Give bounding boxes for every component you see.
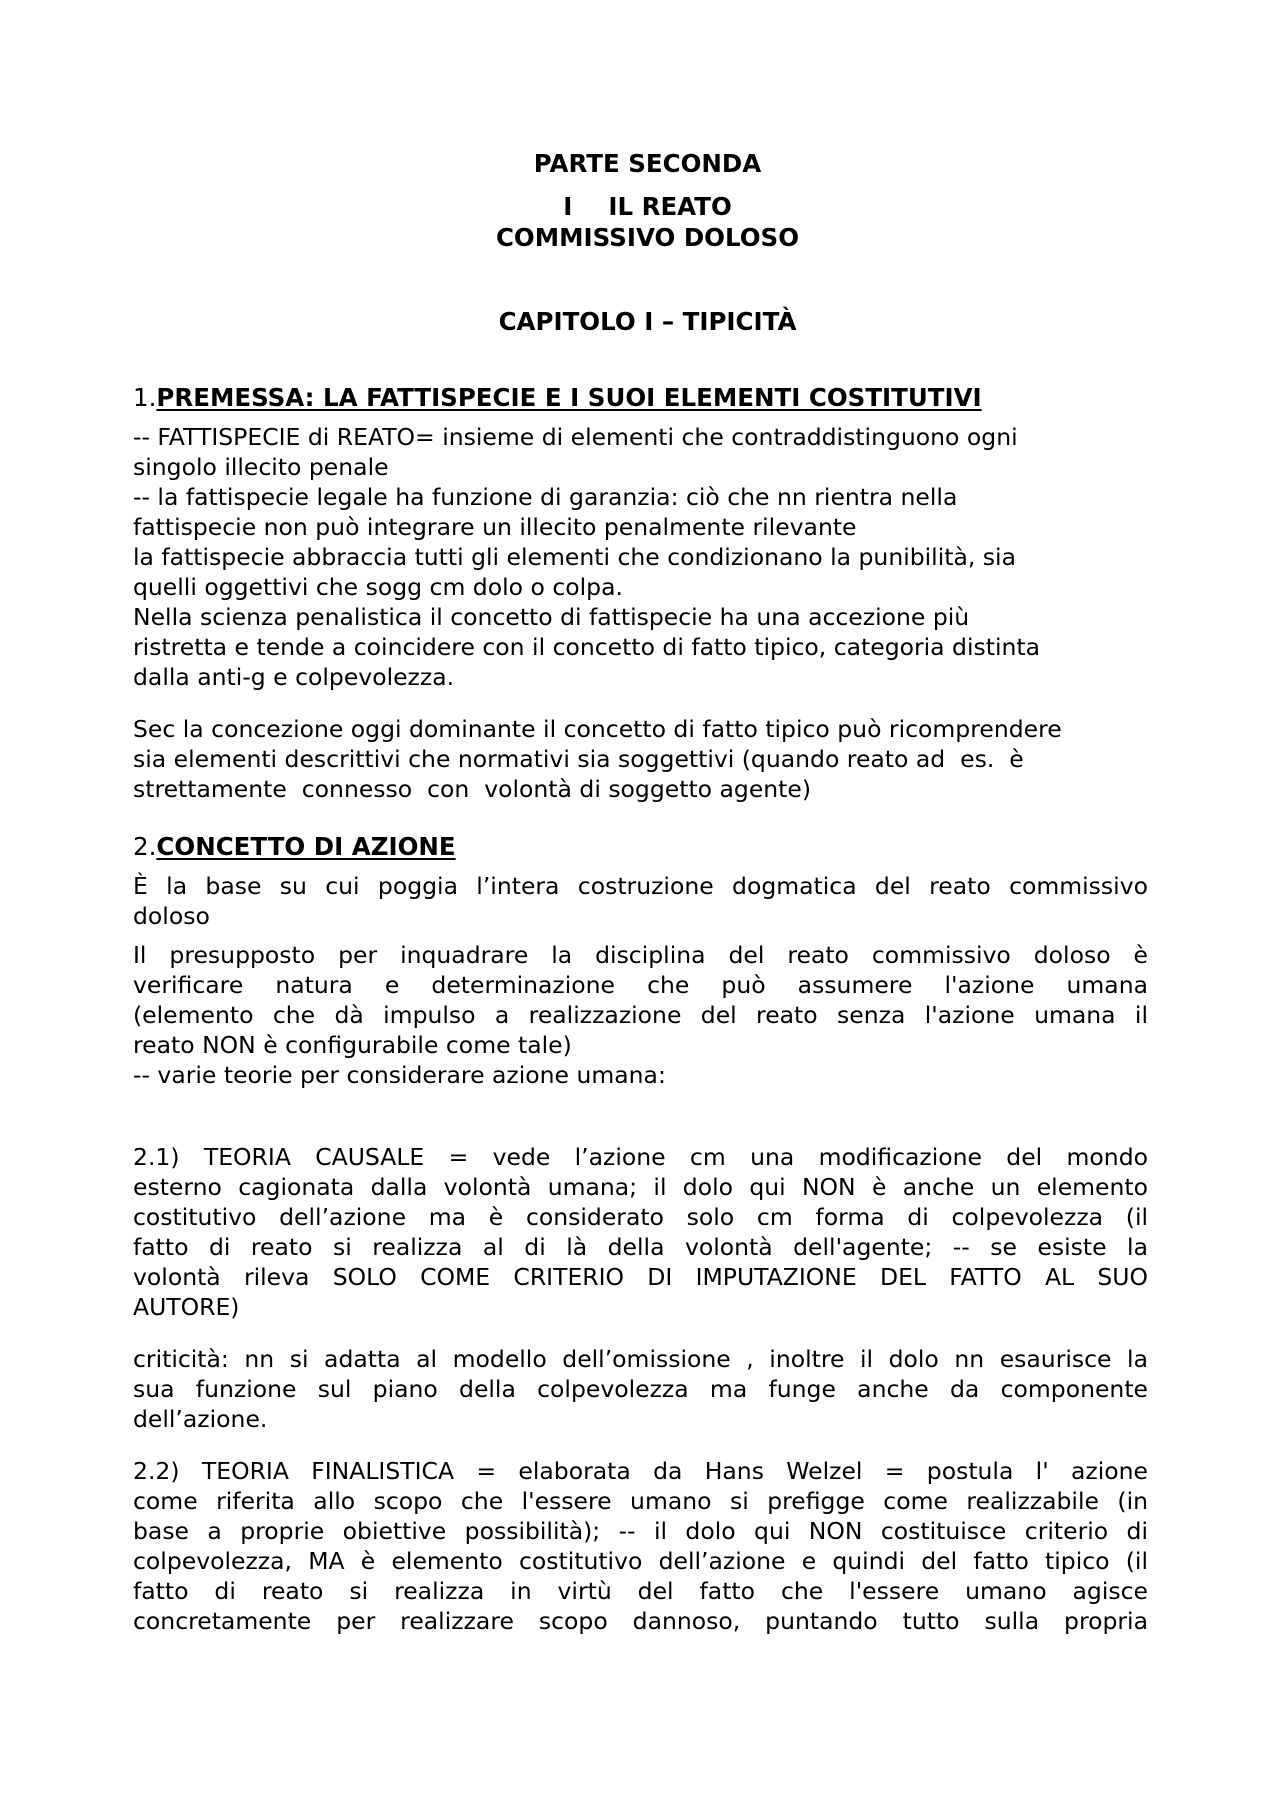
text-line: Nella scienza penalistica il concetto di fattispecie ha una accezione più [133, 603, 970, 631]
text-line: reato NON è configurabile come tale) [133, 1031, 572, 1059]
text-line: strettamente connesso con volontà di soggetto agente) [133, 775, 812, 803]
section-2-heading [133, 831, 1148, 862]
text-line: Sec la concezione oggi dominante il concetto di fatto tipico può ricomprendere [133, 715, 1062, 743]
theory-finalistica-paragraph [133, 1456, 1148, 1636]
text-line: -- varie teorie per considerare azione umana: [133, 1061, 666, 1089]
text-line: sua funzione sul piano della colpevolezza ma funge anche da componente [133, 1375, 1148, 1403]
text-line: fatto di reato si realizza in virtù del fatto che l'essere umano agisce [133, 1577, 1148, 1605]
section-1-title: PREMESSA: LA FATTISPECIE E I SUOI ELEMENTI COSTITUTIVI [156, 383, 982, 412]
section-2-paragraph-1 [133, 871, 1148, 931]
text-line: esterno cagionata dalla volontà umana; il dolo qui NON è anche un elemento [133, 1173, 1148, 1201]
text-line: dell’azione. [133, 1405, 268, 1433]
text-line: come riferita allo scopo che l'essere umano si prefigge come realizzabile (in [133, 1487, 1148, 1515]
text-line: AUTORE) [133, 1293, 240, 1321]
text-line: ristretta e tende a coincidere con il concetto di fatto tipico, categoria distinta [133, 633, 1040, 661]
reato-title-line [147, 191, 1148, 222]
text-line: dalla anti-g e colpevolezza. [133, 663, 455, 691]
text-line: verificare natura e determinazione che può assumere l'azione umana [133, 971, 1148, 999]
section-2-paragraph-2 [133, 940, 1148, 1090]
theory-causale-paragraph [133, 1142, 1148, 1322]
text-line: 2.1) TEORIA CAUSALE = vede l’azione cm una modificazione del mondo [133, 1143, 1148, 1171]
text-line: sia elementi descrittivi che normativi sia soggettivi (quando reato ad es. è [133, 745, 1024, 773]
section-2-number: 2. [133, 832, 157, 861]
section-1-paragraph-2 [133, 714, 1148, 804]
text-line: volontà rileva SOLO COME CRITERIO DI IMPUTAZIONE DEL FATTO AL SUO [133, 1263, 1148, 1291]
criticism-paragraph [133, 1344, 1148, 1434]
text-line: fattispecie non può integrare un illecito penalmente rilevante [133, 513, 857, 541]
title-block [133, 148, 1148, 337]
reato-title: IL REATO [608, 192, 732, 221]
text-line: costitutivo dell’azione ma è considerato solo cm forma di colpevolezza (il [133, 1203, 1148, 1231]
text-line: (elemento che dà impulso a realizzazione del reato senza l'azione umana il [133, 1001, 1148, 1029]
text-line: 2.2) TEORIA FINALISTICA = elaborata da Hans Welzel = postula l' azione [133, 1457, 1148, 1485]
section-2-title: CONCETTO DI AZIONE [156, 832, 456, 861]
text-line: base a proprie obiettive possibilità); -- il dolo qui NON costituisce criterio di [133, 1517, 1148, 1545]
part-title: PARTE SECONDA [533, 149, 762, 178]
text-line: È la base su cui poggia l’intera costruzione dogmatica del reato commissivo [133, 872, 1148, 900]
roman-numeral: I [563, 192, 573, 221]
text-line: singolo illecito penale [133, 453, 389, 481]
text-line: Il presupposto per inquadrare la disciplina del reato commissivo doloso è [133, 941, 1148, 969]
section-1-number: 1. [133, 383, 157, 412]
text-line: concretamente per realizzare scopo dannoso, puntando tutto sulla propria [133, 1607, 1148, 1635]
text-line: colpevolezza, MA è elemento costitutivo dell’azione e quindi del fatto tipico (il [133, 1547, 1148, 1575]
section-1-paragraph-1 [133, 422, 1148, 692]
document-content [133, 148, 1148, 1636]
text-line: la fattispecie abbraccia tutti gli elementi che condizionano la punibilità, sia [133, 543, 1016, 571]
section-1-heading [133, 382, 1148, 413]
text-line: criticità: nn si adatta al modello dell’omissione , inoltre il dolo nn esaurisce la [133, 1345, 1148, 1373]
text-line: -- FATTISPECIE di REATO= insieme di elementi che contraddistinguono ogni [133, 423, 1018, 451]
reato-subtitle: COMMISSIVO DOLOSO [495, 223, 800, 252]
text-line: -- la fattispecie legale ha funzione di garanzia: ciò che nn rientra nella [133, 483, 958, 511]
text-line: fatto di reato si realizza al di là della volontà dell'agente; -- se esiste la [133, 1233, 1148, 1261]
chapter-title: CAPITOLO I – TIPICITÀ [498, 307, 797, 336]
text-line: quelli oggettivi che sogg cm dolo o colpa. [133, 573, 623, 601]
text-line: doloso [133, 902, 210, 930]
